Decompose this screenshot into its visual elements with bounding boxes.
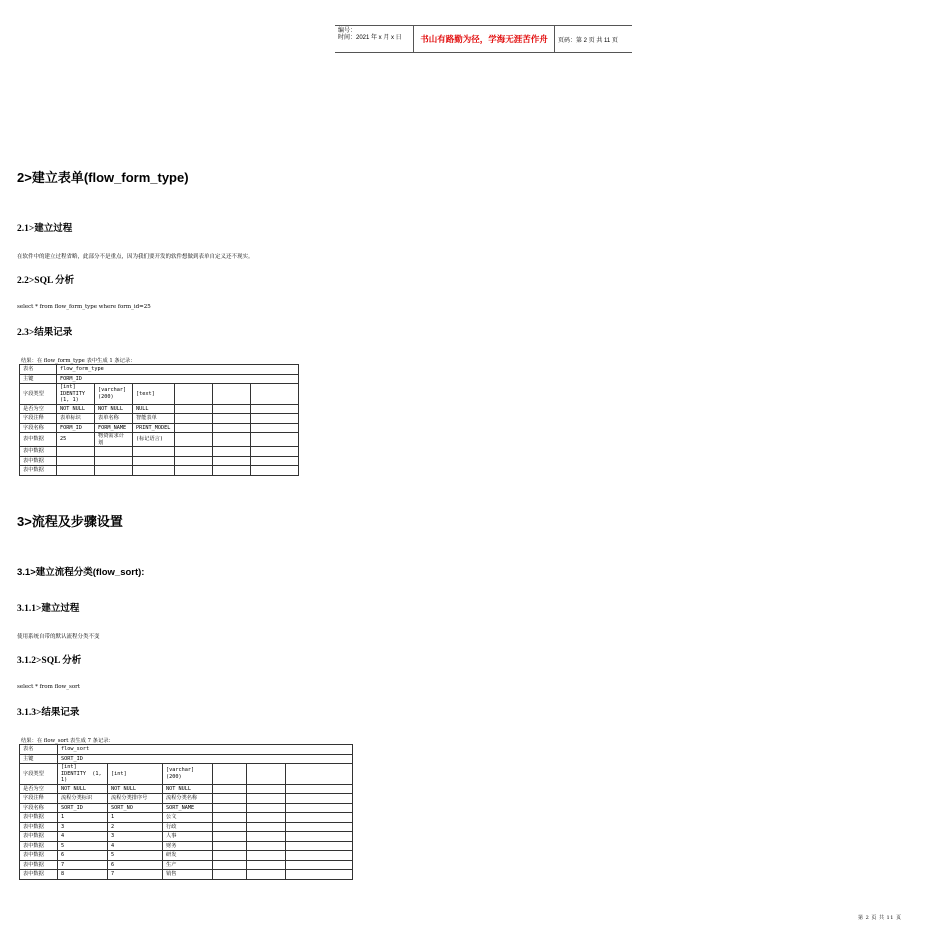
table-row <box>20 404 299 414</box>
table-cell <box>251 456 299 466</box>
table-cell: 4 <box>108 841 163 851</box>
table-cell: 6 <box>108 860 163 870</box>
table-cell <box>213 433 251 447</box>
table-cell: SORT_NAME <box>163 803 213 813</box>
table-cell: 字段名称 <box>20 423 57 433</box>
table-cell: 8 <box>58 870 108 880</box>
section-3-1-title: 3.1>建立流程分类(flow_sort): <box>17 567 145 578</box>
table-row <box>20 745 353 755</box>
table-row <box>20 870 353 880</box>
table-cell: flow_form_type <box>57 365 299 375</box>
table-cell: 3 <box>58 822 108 832</box>
table-cell <box>251 384 299 405</box>
table-cell: 表中数据 <box>20 832 58 842</box>
table-cell: 物资需求计 划 <box>95 433 133 447</box>
table-cell: 表中数据 <box>20 870 58 880</box>
table-cell <box>213 803 247 813</box>
table-cell <box>213 456 251 466</box>
table-row <box>20 414 299 424</box>
table-cell: 表中数据 <box>20 447 57 457</box>
table-cell <box>247 784 286 794</box>
table-cell <box>286 813 353 823</box>
table-cell: 表中数据 <box>20 813 58 823</box>
table-cell: 表中数据 <box>20 433 57 447</box>
table-cell: SORT_ID <box>58 754 353 764</box>
table-cell: 生产 <box>163 860 213 870</box>
header-date: 时间：2021 年 x 月 x 日 <box>338 35 402 41</box>
section-3-1-1-title: 3.1.1>建立过程 <box>17 604 80 614</box>
table-cell <box>213 813 247 823</box>
table-cell: [text] <box>133 384 175 405</box>
table-cell <box>251 404 299 414</box>
table-row <box>20 423 299 433</box>
table-cell <box>247 822 286 832</box>
table-row <box>20 374 299 384</box>
table-row <box>20 764 353 785</box>
table-cell: 表中数据 <box>20 456 57 466</box>
table-cell <box>286 832 353 842</box>
table-cell: NOT NULL <box>58 784 108 794</box>
table-row <box>20 466 299 476</box>
table-cell: 销售 <box>163 870 213 880</box>
section-2-2-sql: select * from flow_form_type where form_id=25 <box>17 304 151 310</box>
table-cell <box>213 841 247 851</box>
table-cell: 是否为空 <box>20 404 57 414</box>
page-header <box>335 25 632 53</box>
table-cell: 字段类型 <box>20 384 57 405</box>
section-2-1-text: 在软件中的建立过程省略，此部分不是重点，因为我们要开发的软件想做到表单自定义还不现实。 <box>17 254 254 260</box>
table-cell <box>133 466 175 476</box>
table-cell: FORM_ID <box>57 374 299 384</box>
table-body <box>20 365 299 476</box>
table-cell: 1 <box>108 813 163 823</box>
table-row <box>20 754 353 764</box>
table-cell <box>95 447 133 457</box>
table-cell <box>247 794 286 804</box>
table-cell <box>213 384 251 405</box>
table-cell <box>286 794 353 804</box>
table-cell: 3 <box>108 832 163 842</box>
flow-form-type-table <box>19 364 299 476</box>
table-cell <box>286 822 353 832</box>
table-cell <box>213 466 251 476</box>
table-cell: 6 <box>58 851 108 861</box>
table-row <box>20 456 299 466</box>
table-cell: 5 <box>108 851 163 861</box>
table-cell <box>251 433 299 447</box>
flow-sort-table <box>19 744 353 880</box>
header-motto: 书山有路勤为径，学海无涯苦作舟 <box>414 26 555 52</box>
section-3-1-2-sql: select * from flow_sort <box>17 684 80 690</box>
table-cell <box>175 414 213 424</box>
table-cell <box>175 423 213 433</box>
table-cell: 5 <box>58 841 108 851</box>
table-cell: 字段注释 <box>20 414 57 424</box>
table-row <box>20 832 353 842</box>
table-cell <box>175 447 213 457</box>
table-cell: 流程分类排序号 <box>108 794 163 804</box>
table-cell: 表中数据 <box>20 466 57 476</box>
table-row <box>20 784 353 794</box>
table-cell <box>213 423 251 433</box>
table-cell: (标记语言) <box>133 433 175 447</box>
header-serial: 编号： <box>338 28 357 34</box>
table-cell: 25 <box>57 433 95 447</box>
table-cell: 字段类型 <box>20 764 58 785</box>
table-cell <box>95 466 133 476</box>
table-cell <box>286 851 353 861</box>
table-cell <box>133 447 175 457</box>
table-cell <box>251 447 299 457</box>
table-cell: 7 <box>108 870 163 880</box>
table-cell: [int] <box>108 764 163 785</box>
header-meta <box>335 26 414 52</box>
table-cell <box>175 433 213 447</box>
table-cell: FORM_NAME <box>95 423 133 433</box>
table-cell: NOT NULL <box>95 404 133 414</box>
table-cell: [int] IDENTITY (1, 1) <box>57 384 95 405</box>
table-cell: SORT_NO <box>108 803 163 813</box>
table-cell <box>247 764 286 785</box>
table-1-caption: 结果：在 flow_form_type 表中生成 1 条记录： <box>21 358 136 364</box>
table-row <box>20 822 353 832</box>
table-cell <box>213 794 247 804</box>
table-row <box>20 813 353 823</box>
table-cell: 行政 <box>163 822 213 832</box>
table-cell <box>213 447 251 457</box>
table-cell <box>57 466 95 476</box>
table-cell <box>251 414 299 424</box>
table-cell: [varchar] (200) <box>163 764 213 785</box>
table-cell: [varchar] (200) <box>95 384 133 405</box>
table-cell <box>247 832 286 842</box>
table-cell: 表中数据 <box>20 860 58 870</box>
table-cell: PRINT_MODEL <box>133 423 175 433</box>
table-cell <box>286 860 353 870</box>
section-2-2-title: 2.2>SQL 分析 <box>17 276 75 286</box>
table-cell: 财务 <box>163 841 213 851</box>
table-cell <box>213 784 247 794</box>
table-cell <box>247 860 286 870</box>
table-cell: 是否为空 <box>20 784 58 794</box>
table-cell: SORT_ID <box>58 803 108 813</box>
section-2-title: 2>建立表单(flow_form_type) <box>17 170 189 185</box>
table-cell <box>247 803 286 813</box>
section-2-3-title: 2.3>结果记录 <box>17 328 73 338</box>
table-cell: 流程分类标识 <box>58 794 108 804</box>
table-row <box>20 794 353 804</box>
table-cell <box>175 404 213 414</box>
table-cell: [int] IDENTITY (1, 1) <box>58 764 108 785</box>
table-cell <box>57 456 95 466</box>
table-cell <box>251 423 299 433</box>
section-3-title: 3>流程及步骤设置 <box>17 514 123 529</box>
table-row <box>20 365 299 375</box>
table-cell: 主键 <box>20 754 58 764</box>
section-3-1-1-text: 使用系统自带的默认流程分类不变 <box>17 634 100 640</box>
table-cell: NOT NULL <box>163 784 213 794</box>
section-3-1-3-title: 3.1.3>结果记录 <box>17 708 80 718</box>
table-cell <box>175 384 213 405</box>
table-cell <box>213 860 247 870</box>
table-cell <box>247 813 286 823</box>
table-cell: 表单标识 <box>57 414 95 424</box>
table-row <box>20 447 299 457</box>
table-cell <box>286 841 353 851</box>
table-cell: NOT NULL <box>57 404 95 414</box>
table-cell: 人事 <box>163 832 213 842</box>
table-cell: 主键 <box>20 374 57 384</box>
table-cell: 表中数据 <box>20 822 58 832</box>
table-cell: NOT NULL <box>108 784 163 794</box>
table-cell <box>286 764 353 785</box>
table-cell: 表名 <box>20 365 57 375</box>
table-cell: 表中数据 <box>20 841 58 851</box>
table-cell <box>133 456 175 466</box>
table-cell: 字段注释 <box>20 794 58 804</box>
table-cell <box>247 851 286 861</box>
section-3-1-2-title: 3.1.2>SQL 分析 <box>17 656 82 666</box>
table-cell: 表名 <box>20 745 58 755</box>
table-cell <box>213 822 247 832</box>
table-cell <box>95 456 133 466</box>
table-cell: 流程分类名称 <box>163 794 213 804</box>
table-row <box>20 803 353 813</box>
table-cell <box>213 870 247 880</box>
table-cell: 智能表单 <box>133 414 175 424</box>
table-cell: flow_sort <box>58 745 353 755</box>
table-cell <box>247 841 286 851</box>
table-cell <box>286 870 353 880</box>
table-cell <box>175 456 213 466</box>
table-cell: 1 <box>58 813 108 823</box>
table-cell: 公文 <box>163 813 213 823</box>
table-cell <box>213 832 247 842</box>
table-row <box>20 433 299 447</box>
table-cell: NULL <box>133 404 175 414</box>
table-cell <box>213 414 251 424</box>
table-cell <box>251 466 299 476</box>
table-cell: 字段名称 <box>20 803 58 813</box>
table-2-caption: 结果：在 flow_sort 表生成 7 条记录： <box>21 738 114 744</box>
header-page-info: 页码：第 2 页 共 11 页 <box>558 37 618 44</box>
table-row <box>20 860 353 870</box>
table-cell: 表中数据 <box>20 851 58 861</box>
table-row <box>20 841 353 851</box>
table-cell <box>213 851 247 861</box>
table-cell <box>286 784 353 794</box>
table-cell: 研发 <box>163 851 213 861</box>
table-cell <box>175 466 213 476</box>
table-cell <box>57 447 95 457</box>
table-cell: FORM_ID <box>57 423 95 433</box>
table-cell: 7 <box>58 860 108 870</box>
table-cell: 2 <box>108 822 163 832</box>
table-cell <box>247 870 286 880</box>
table-body <box>20 745 353 880</box>
section-2-1-title: 2.1>建立过程 <box>17 224 73 234</box>
table-cell <box>213 764 247 785</box>
table-cell: 4 <box>58 832 108 842</box>
page-footer: 第 2 页 共 11 页 <box>858 915 902 921</box>
table-cell <box>213 404 251 414</box>
table-cell: 表单名称 <box>95 414 133 424</box>
table-cell <box>286 803 353 813</box>
table-row <box>20 384 299 405</box>
table-row <box>20 851 353 861</box>
